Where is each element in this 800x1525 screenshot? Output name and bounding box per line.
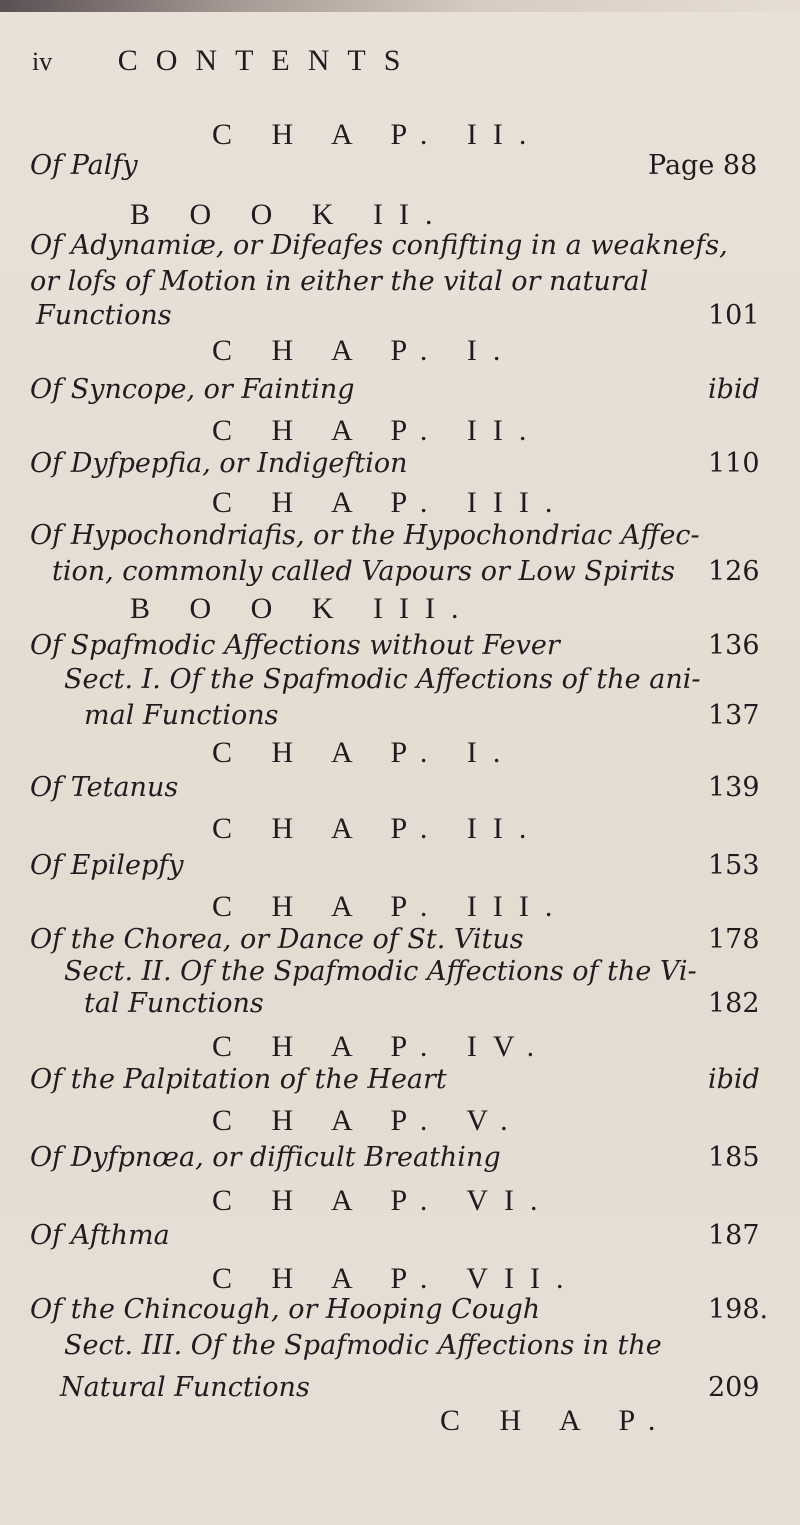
entry-title: Of the Palpitation of the Heart bbox=[30, 1064, 447, 1095]
entry-continuation: Natural Functions bbox=[60, 1372, 310, 1403]
chapter-heading: C H A P. bbox=[440, 1404, 672, 1437]
entry-title: Of Adynamiæ, or Difeafes confifting in a weaknefs, bbox=[30, 230, 728, 261]
entry-continuation: tal Functions bbox=[84, 988, 264, 1019]
chapter-heading: C H A P. VI. bbox=[212, 1184, 554, 1217]
chapter-heading: B O O K III. bbox=[130, 592, 475, 625]
entry-title: Of the Chincough, or Hooping Cough bbox=[30, 1294, 541, 1325]
header-title: CONTENTS bbox=[117, 44, 419, 77]
page-number: iv bbox=[32, 47, 53, 76]
entry-title: Of Tetanus bbox=[30, 772, 179, 803]
chapter-heading: C H A P. III. bbox=[212, 890, 569, 923]
page-reference: 182 bbox=[708, 988, 760, 1019]
chapter-heading: C H A P. II. bbox=[212, 414, 543, 447]
chapter-heading: C H A P. IV. bbox=[212, 1030, 551, 1063]
page-reference: 139 bbox=[708, 772, 760, 803]
entry-title: Of Epilepfy bbox=[30, 850, 184, 881]
entry-continuation: Functions bbox=[36, 300, 172, 331]
entry-title: Of Hypochondriafis, or the Hypochondriac Affec- bbox=[30, 520, 700, 551]
page-reference: 101 bbox=[708, 300, 760, 331]
page-reference: 185 bbox=[708, 1142, 760, 1173]
page-reference: 198. bbox=[708, 1294, 769, 1325]
page-reference: 110 bbox=[708, 448, 760, 479]
entry-title: Sect. II. Of the Spafmodic Affections of the Vi- bbox=[64, 956, 697, 987]
chapter-heading: C H A P. I. bbox=[212, 736, 517, 769]
entry-title: Of Syncope, or Fainting bbox=[30, 374, 355, 405]
page-reference: Page 88 bbox=[648, 150, 758, 181]
chapter-heading: C H A P. II. bbox=[212, 118, 543, 151]
page-reference: 187 bbox=[708, 1220, 760, 1251]
chapter-heading: C H A P. I. bbox=[212, 334, 517, 367]
entry-title: Of Dyfpnœa, or difficult Breathing bbox=[30, 1142, 501, 1173]
page-reference: 178 bbox=[708, 924, 760, 955]
chapter-heading: C H A P. III. bbox=[212, 486, 569, 519]
page-reference: 153 bbox=[708, 850, 760, 881]
page-reference: ibid bbox=[708, 374, 760, 405]
chapter-heading: B O O K II. bbox=[130, 198, 449, 231]
entry-continuation: or lofs of Motion in either the vital or natural bbox=[30, 266, 649, 297]
page-reference: 136 bbox=[708, 630, 760, 661]
entry-title: Sect. III. Of the Spafmodic Affections in the bbox=[64, 1330, 662, 1361]
entry-title: Sect. I. Of the Spafmodic Affections of the ani- bbox=[64, 664, 701, 695]
entry-title: Of Afthma bbox=[30, 1220, 170, 1251]
chapter-heading: C H A P. V. bbox=[212, 1104, 524, 1137]
page-reference: 126 bbox=[708, 556, 760, 587]
entry-title: Of the Chorea, or Dance of St. Vitus bbox=[30, 924, 524, 955]
entry-title: Of Spafmodic Affections without Fever bbox=[30, 630, 560, 661]
chapter-heading: C H A P. II. bbox=[212, 812, 543, 845]
entry-continuation: tion, commonly called Vapours or Low Spirits bbox=[52, 556, 676, 587]
entry-title: Of Dyfpepfia, or Indigeftion bbox=[30, 448, 408, 479]
entry-title: Of Palfy bbox=[30, 150, 138, 181]
running-header bbox=[32, 44, 632, 78]
page-reference: 209 bbox=[708, 1372, 760, 1403]
chapter-heading: C H A P. VII. bbox=[212, 1262, 580, 1295]
entry-continuation: mal Functions bbox=[84, 700, 279, 731]
page-reference: 137 bbox=[708, 700, 760, 731]
page-edge-shadow bbox=[0, 0, 800, 12]
page-reference: ibid bbox=[708, 1064, 760, 1095]
